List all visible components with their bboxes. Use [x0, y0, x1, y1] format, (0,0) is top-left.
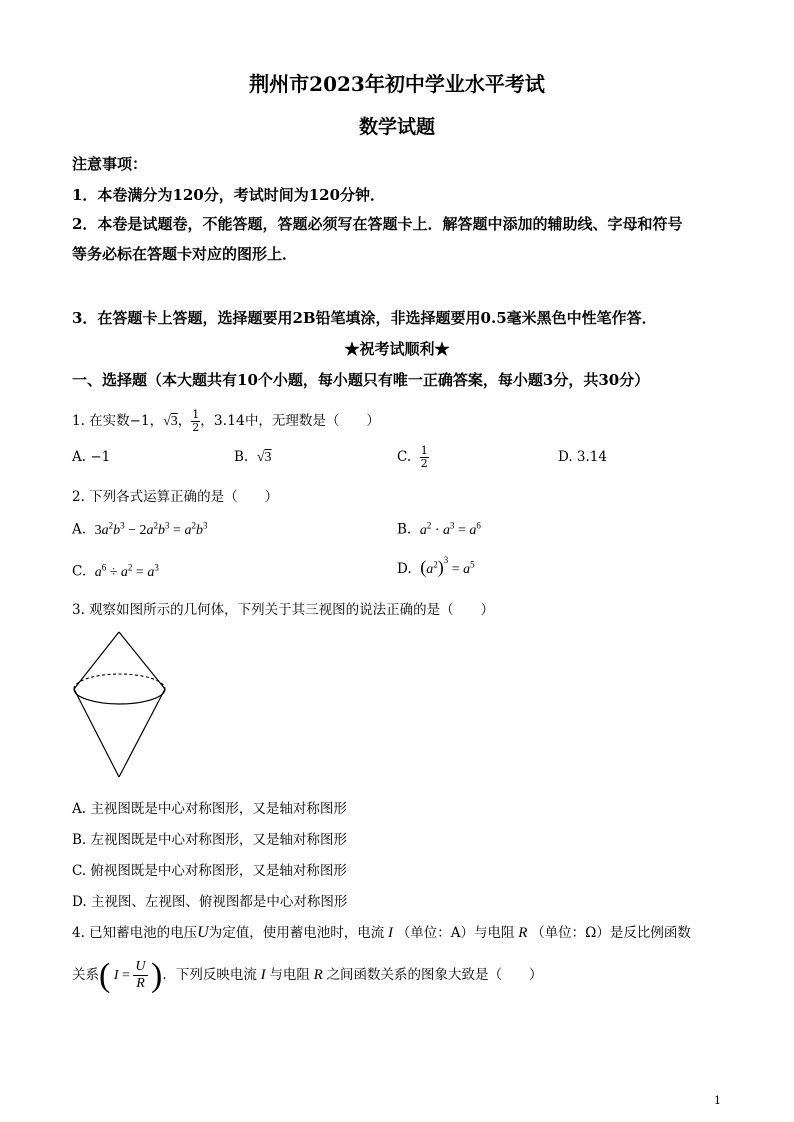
- q1-option-d: D. 3.14: [558, 449, 607, 465]
- question-3-stem: 3. 观察如图所示的几何体，下列关于其三视图的说法正确的是（ ）: [72, 602, 495, 618]
- q3-option-d: D. 主视图、左视图、俯视图都是中心对称图形: [72, 894, 348, 910]
- double-cone-figure: [64, 626, 176, 786]
- q1-sqrt3: √3: [163, 414, 178, 429]
- q1-num-314: 3.14: [213, 413, 245, 429]
- q2-option-a: A. $3a^2b^3 - 2a^2b^3 = a^2b^3$: [72, 520, 208, 538]
- q3-option-c: C. 俯视图既是中心对称图形，又是轴对称图形: [72, 863, 347, 879]
- page-number: 1: [714, 1094, 721, 1107]
- q2-option-d: D. $(a^2)^3 = a^5$: [397, 555, 475, 577]
- q1-option-c: C. $\frac{1}{2}$: [397, 444, 428, 470]
- q3-option-b: B. 左视图既是中心对称图形，又是轴对称图形: [72, 832, 348, 848]
- q1-half-fraction: $\frac{1}{2}$: [192, 408, 200, 434]
- q1-option-b: B. √3: [234, 449, 272, 465]
- q2-option-b: B. $a^2 \cdot a^3 = a^6$: [397, 520, 481, 538]
- ellipse-front-solid: [74, 689, 165, 704]
- cone-top-left-edge: [74, 632, 119, 689]
- ellipse-back-dashed: [74, 674, 165, 689]
- notice-item-3: 3．在答题卡上答题，选择题要用2B铅笔填涂，非选择题要用0.5毫米黑色中性笔作答．: [72, 309, 657, 327]
- notice-item-1: 1．本卷满分为120分，考试时间为120分钟．: [72, 186, 386, 204]
- q2-option-c: C. $a^6 \div a^2 = a^3$: [72, 562, 159, 580]
- exam-title: 荆州市2023年初中学业水平考试: [249, 72, 545, 96]
- exam-subtitle: 数学试题: [358, 116, 435, 138]
- question-4-stem-line1: 4. 已知蓄电池的电压U为定值，使用蓄电池时，电流 I （单位：A）与电阻 R （单位：Ω）是反比例函数: [72, 924, 691, 941]
- question-4-stem-line2: 关系( I = $\frac{U}{R}$ )．下列反映电流 I 与电阻 R 之间函数关系的图象大致是（ ）: [72, 956, 543, 994]
- q3-option-a: A. 主视图既是中心对称图形，又是轴对称图形: [72, 801, 347, 817]
- section-1-heading: 一、选择题（本大题共有10个小题，每小题只有唯一正确答案，每小题3分，共30分）: [72, 371, 650, 389]
- notice-heading: 注意事项：: [72, 155, 148, 173]
- q1-suffix: 中，无理数是（ ）: [244, 413, 380, 429]
- notice-item-2: 2．本卷是试题卷，不能答题，答题必须写在答题卡上．解答题中添加的辅助线、字母和符号: [72, 215, 683, 233]
- question-2-stem: 2. 下列各式运算正确的是（ ）: [72, 489, 279, 505]
- notice-item-2-cont: 等务必标在答题卡对应的图形上．: [72, 245, 298, 263]
- q1-prefix: 1. 在实数−1，: [72, 413, 164, 429]
- q1-sep2: ，: [200, 413, 214, 429]
- q1-option-a: A. −1: [72, 449, 111, 465]
- q1-sep1: ，: [177, 413, 192, 429]
- q4-ohm-formula: ( I = $\frac{U}{R}$ ): [99, 956, 163, 994]
- good-luck-line: ★祝考试顺利★: [344, 340, 450, 358]
- question-1-stem: [72, 405, 380, 437]
